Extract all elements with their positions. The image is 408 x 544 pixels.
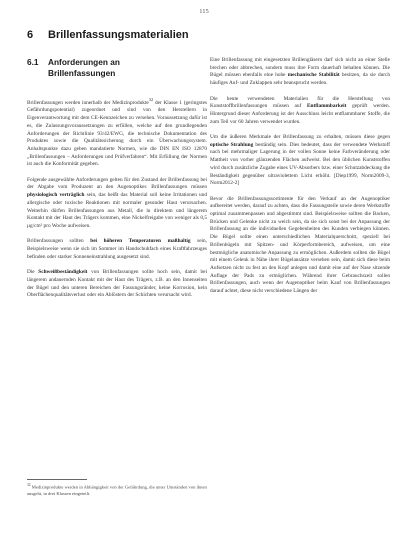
chapter-heading [27, 29, 189, 41]
paragraph-medical-devices: Brillenfassungen werden innerhalb der Medizinprodukte$^{32}$ der Klasse 1 (geringstes Gefährdungspotential) zugeordnet und sind von den Herstellern in Eigenverantwortung mit dem CE-Kennzeichen zu versehen. Voraussetzung dafür ist es, die Zulassungsvoraussetzungen zu erfüllen, welche auf den grundlegenden Anforderungen der Richtlinie 93/42/EWG, die technische Dokumentation des Produktes sowie die Qualitätssicherung durch ein Überwachungssystem. Anhaltspunkte dazu geben mandatierte Normen, wie die DIN EN ISO 12870 „Brillenfassungen – Anforderungen und Prüfverfahren“. Mit Erfüllung der Normen ist auch die Konformität gegeben. [27, 97, 208, 168]
footnote-number: 32 [27, 483, 31, 487]
chapter-title: Brillenfassungsmaterialien [48, 29, 189, 41]
footnote-text: Medizinprodukte werden in Abhängigkeit von der Gefährdung, die unter Umständen von ihnen ausgeht, in drei Klassen eingeteilt. [27, 484, 207, 496]
paragraph-physiological-compatibility: Folgende ausgewählte Anforderungen gelten für den Zustand der Brillenfassung bei der Abgabe vom Produzent an den Augenoptiker. Brillenfassungen müssen physiologisch verträglich sein, das heißt das Material soll keine Irritationen und allergische oder toxische Reaktionen mit normaler gesunder Haut verursachen. Weiterhin dürfen Brillenfassungen aus Metall, die in direktem und längerem Kontakt mit der Haut des Trägers kommen, eine Nickelfreigabe von weniger als 0,5 µg/cm² pro Woche aufweisen. [27, 176, 207, 229]
section-number: 6.1 [27, 57, 39, 67]
chapter-number: 6 [27, 29, 34, 41]
section-title: Anforderungen an Brillenfassungen [48, 57, 120, 78]
paragraph-frame-components: Bevor die Brillenfassungssortimente für den Verkauf an der Augenoptiker aufbereitet werden, darauf zu achten, dass die Fassungsteile sowie deren Werkstoffe optimal zusammenpassen und abgestimmt sind. Beispielsweise sollten die Backen, Brücken und Gelenke nicht zu weich sein, da sie sich sonst bei der Anpassung der Brillenfassung an die individuellen Gegebenheiten des Kunden verbiegen können. Die Bügel sollte einen unterschiedlichen Materialquerschnitt, speziell bei Brillenbügeln mit Spitzen- und Körperformbereich, aufweisen, um eine bestmögliche anatomische Anpassung zu ermöglichen. Außerdem sollten die Bügel mit einem Gelenk in Nähe ihrer Bügelansätze versehen sein, damit sich diese beim Aufsetzen nicht zu fest an den Kopf anlegen und damit eine auf der Nase sitzende Auflage der Pads zu ermöglichen. Während ihrer Gebrauchszeit sollen Brillenfassungen, auch wenn der Augenoptiker beim Kauf von Brillenfassungen darauf achtet, diese nicht verschiedene Längen der [210, 195, 390, 295]
paragraph-sweat-resistance: Die Schweißbeständigkeit von Brillenfassungen sollte hoch sein, damit bei längerem andauernden Kontakt mit der Haut des Trägers, z.B. an den Innenseiten der Bügel und den unteren Bereichen der Fassungsränder, keine Korrosion, kein Oberflächenqualitätsverlust oder ein Ablöstern der Schichten verursacht wird. [27, 269, 207, 299]
right-text-column [210, 57, 390, 303]
paragraph-temperature-stability: Brillenfassungen sollten bei höheren Temperaturen maßhaltig sein, Beispielsweise wenn sie sich im Sommer im Handschuhfach eines Kraftfahrzeuges befinden oder starker Sonneneinstrahlung ausgesetzt sind. [27, 238, 207, 260]
page-number: 115 [199, 8, 209, 15]
footnote [27, 482, 207, 497]
footnote-divider [27, 479, 87, 480]
left-text-column [27, 96, 207, 308]
paragraph-flammability: Die heute verwendeten Materialien für die Herstellung von Kunststoffbrillenfassungen müssen auf Entflammbarkeit geprüft werden. Hintergrund dieser Anforderung ist der Ausschluss leicht entflammbarer Stoffe, die zum Teil vor 60 Jahren verwendet wurden. [210, 95, 390, 125]
paragraph-optical-radiation: Um die äußeren Merkmale der Brillenfassung zu erhalten, müssen diese gegen optische Strahlung beständig sein. Dies bedeutet, dass der verwendete Werkstoff nach bei mehrmaliger Lagerung in der vollen Sonne keine Farbveränderung oder Mattheit von vorher glänzenden Flächen aufweist. Bei den üblichen Kunststoffen wird durch zusätzliche Zugabe eines UV-Absorbers bzw. einer Schutzabdeckung die Beständigkeit gegenüber ultraviolettem Licht erhöht. [Diep1999, Norm2009-3, Norm2012-2] [210, 134, 390, 187]
paragraph-mechanical-stability: Eine Brillenfassung mit eingesetzten Brillengläsern darf sich nicht an einer Stelle brechen oder abbrechen, sondern muss ihre Form dauerhaft behalten können. Die Bügel müssen ebenfalls eine hohe mechanische Stabilität besitzen, da sie durch häufiges Auf- und Zuklappen sehr beansprucht werden. [210, 57, 391, 87]
section-heading [27, 57, 207, 78]
